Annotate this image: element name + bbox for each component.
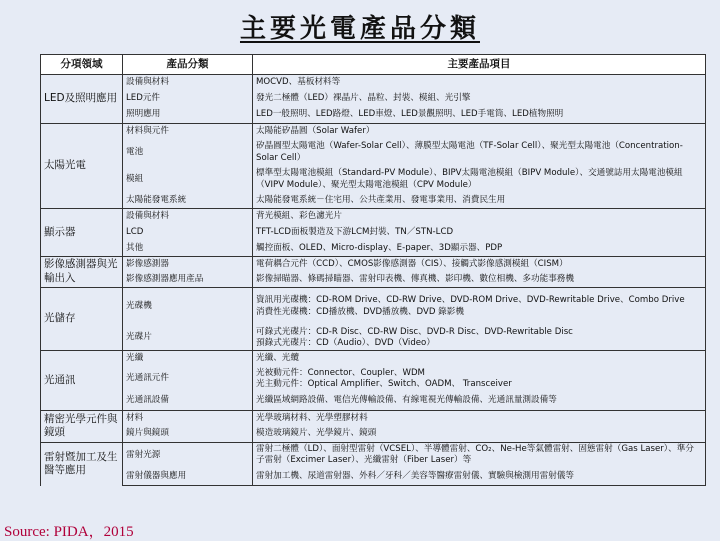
table-row xyxy=(41,75,706,91)
table-row xyxy=(41,140,706,166)
table-row xyxy=(41,209,706,225)
table-body xyxy=(41,75,706,486)
product-table xyxy=(40,54,706,486)
domain-cell: LED及照明應用 xyxy=(41,75,123,124)
category-cell: LED元件 xyxy=(123,91,253,107)
items-cell: 觸控面板、OLED、Micro-display、E-paper、3D顯示器、PDP xyxy=(253,241,706,257)
table-row xyxy=(41,257,706,273)
category-cell: 電池 xyxy=(123,140,253,166)
items-cell: 光纖、光纜 xyxy=(253,351,706,367)
table-row xyxy=(41,273,706,288)
domain-cell: 光通訊 xyxy=(41,351,123,411)
table-row xyxy=(41,442,706,467)
items-cell: 發光二極體（LED）裸晶片、晶粒、封裝、模組、光引擎 xyxy=(253,91,706,107)
items-cell: TFT-LCD面板製造及下游LCM封裝、TN／STN-LCD xyxy=(253,225,706,241)
table-row xyxy=(41,367,706,392)
category-cell: 光碟機 xyxy=(123,288,253,326)
category-cell: 雷射光源 xyxy=(123,442,253,467)
category-cell: 光碟片 xyxy=(123,326,253,351)
header-row xyxy=(41,55,706,75)
items-cell: 太陽能矽晶圓（Solar Wafer） xyxy=(253,124,706,140)
table-row xyxy=(41,288,706,326)
table-row xyxy=(41,225,706,241)
table-row xyxy=(41,351,706,367)
table-row xyxy=(41,468,706,486)
items-cell: 雷射加工機、尿道雷射器、外科／牙科／美容等醫療雷射儀、實驗與檢測用雷射儀等 xyxy=(253,468,706,486)
items-cell: 電荷耦合元件（CCD）、CMOS影像感測器（CIS）、接觸式影像感測模組（CISM） xyxy=(253,257,706,273)
category-cell: 模組 xyxy=(123,166,253,194)
header-category: 產品分類 xyxy=(123,55,253,75)
items-cell: 資訊用光碟機：CD-ROM Drive、CD-RW Drive、DVD-ROM Drive、DVD-Rewritable Drive、Combo Drive 消費性光碟機：CD播放機、DVD播放機、DVD 錄影機 xyxy=(253,288,706,326)
domain-cell: 精密光學元件與鏡頭 xyxy=(41,410,123,442)
items-cell: 可錄式光碟片：CD-R Disc、CD-RW Disc、DVD-R Disc、DVD-Rewritable Disc 預錄式光碟片：CD（Audio）、DVD（Video） xyxy=(253,326,706,351)
category-cell: 太陽能發電系統 xyxy=(123,194,253,209)
category-cell: LCD xyxy=(123,225,253,241)
table-row xyxy=(41,410,706,426)
items-cell: 光學玻璃材料、光學塑膠材料 xyxy=(253,410,706,426)
items-cell: 光被動元件：Connector、Coupler、WDM 光主動元件：Optical Amplifier、Switch、OADM、 Transceiver xyxy=(253,367,706,392)
table-row xyxy=(41,241,706,257)
items-cell: MOCVD、基板材料等 xyxy=(253,75,706,91)
items-cell: 影像掃瞄器、條碼掃瞄器、雷射印表機、傳真機、影印機、數位相機、多功能事務機 xyxy=(253,273,706,288)
category-cell: 光纖 xyxy=(123,351,253,367)
header-domain: 分項領域 xyxy=(41,55,123,75)
domain-cell: 影像感測器與光輸出入 xyxy=(41,257,123,288)
table-row xyxy=(41,124,706,140)
category-cell: 材料與元件 xyxy=(123,124,253,140)
domain-cell: 光儲存 xyxy=(41,288,123,351)
table-row xyxy=(41,194,706,209)
items-cell: 太陽能發電系統－住宅用、公共產業用、發電事業用、消費民生用 xyxy=(253,194,706,209)
page-title: 主要光電產品分類 xyxy=(239,14,480,44)
category-cell: 光通訊元件 xyxy=(123,367,253,392)
table-row xyxy=(41,91,706,107)
category-cell: 光通訊設備 xyxy=(123,391,253,410)
domain-cell: 太陽光電 xyxy=(41,124,123,209)
items-cell: 矽晶圓型太陽電池（Wafer-Solar Cell）、薄膜型太陽電池（TF-Solar Cell）、聚光型太陽電池（Concentration-Solar Cell） xyxy=(253,140,706,166)
items-cell: 標準型太陽電池模組（Standard-PV Module）、BIPV太陽電池模組（BIPV Module）、交通號誌用太陽電池模組（VIPV Module）、聚光型太陽電池模組（CPV Module） xyxy=(253,166,706,194)
category-cell: 雷射儀器與應用 xyxy=(123,468,253,486)
table-row xyxy=(41,166,706,194)
domain-cell: 雷射暨加工及生醫等應用 xyxy=(41,442,123,485)
category-cell: 設備與材料 xyxy=(123,75,253,91)
table-row xyxy=(41,326,706,351)
header-items: 主要產品項目 xyxy=(253,55,706,75)
source-note: Source: PIDA，2015 xyxy=(4,524,134,540)
category-cell: 影像感測器 xyxy=(123,257,253,273)
items-cell: LED一般照明、LED路燈、LED車燈、LED景觀照明、LED手電筒、LED植物照明 xyxy=(253,107,706,124)
table-row xyxy=(41,107,706,124)
table-row xyxy=(41,391,706,410)
category-cell: 鏡片與鏡頭 xyxy=(123,426,253,442)
items-cell: 模造玻璃鏡片、光學鏡片、鏡頭 xyxy=(253,426,706,442)
items-cell: 雷射二極體（LD）、面射型雷射（VCSEL）、半導體雷射、CO₂、Ne-He等氣體雷射、固態雷射（Gas Laser）、準分子雷射（Excimer Laser）、光纖雷射（Fiber Laser）等 xyxy=(253,442,706,467)
category-cell: 材料 xyxy=(123,410,253,426)
items-cell: 光纖區域網路設備、電信光傳輸設備、有線電視光傳輸設備、光通訊量測設備等 xyxy=(253,391,706,410)
items-cell: 背光模組、彩色濾光片 xyxy=(253,209,706,225)
category-cell: 其他 xyxy=(123,241,253,257)
category-cell: 影像感測器應用產品 xyxy=(123,273,253,288)
category-cell: 設備與材料 xyxy=(123,209,253,225)
domain-cell: 顯示器 xyxy=(41,209,123,257)
category-cell: 照明應用 xyxy=(123,107,253,124)
table-row xyxy=(41,426,706,442)
